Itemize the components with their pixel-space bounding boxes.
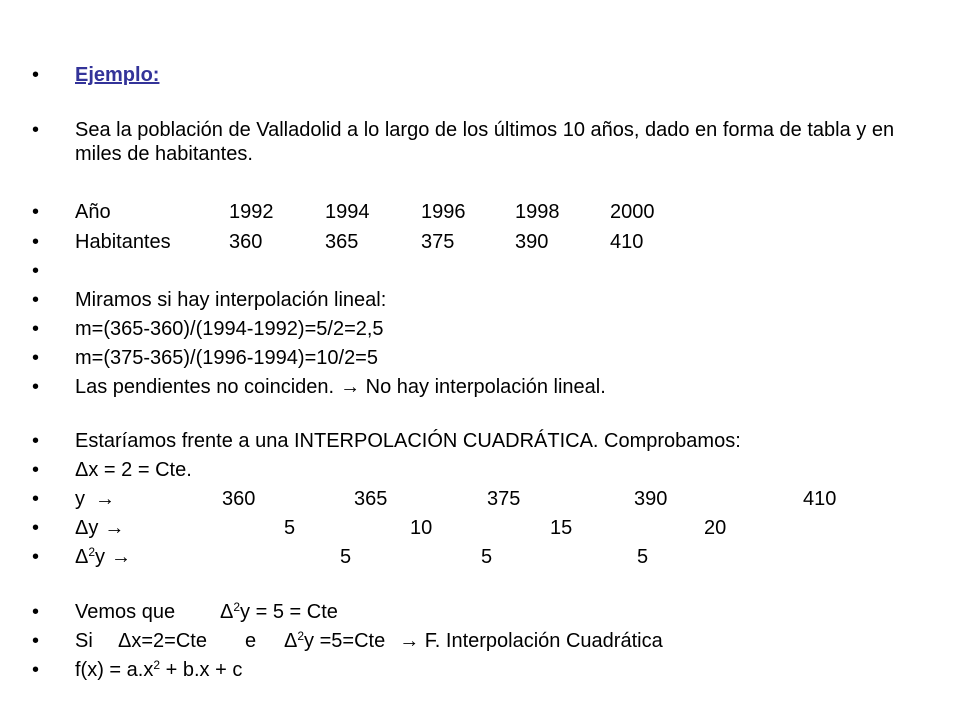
si-formula bbox=[284, 626, 663, 656]
bullet: • bbox=[32, 517, 40, 539]
empty-line bbox=[0, 256, 960, 286]
si-rest: y =5=Cte bbox=[304, 630, 386, 652]
bullet: • bbox=[32, 546, 40, 568]
d2y-row bbox=[0, 542, 960, 572]
check-lineal-text: Miramos si hay interpolación lineal: bbox=[75, 289, 387, 311]
bullet: • bbox=[32, 231, 40, 253]
vemos-line bbox=[0, 597, 960, 627]
fx-exponent: 2 bbox=[153, 658, 161, 672]
row-label-year: Año bbox=[75, 201, 111, 223]
bullet: • bbox=[32, 376, 40, 398]
y-value: 365 bbox=[354, 488, 388, 510]
y-row bbox=[0, 484, 960, 514]
vemos-a: Vemos que bbox=[75, 601, 176, 623]
dy-value: 10 bbox=[410, 517, 433, 539]
cuadratica-text: Estaríamos frente a una INTERPOLACIÓN CUADRÁTICA. Comprobamos: bbox=[75, 430, 741, 452]
arrow-right-icon: → bbox=[399, 630, 420, 652]
y-value: 390 bbox=[634, 488, 668, 510]
table-row-years bbox=[0, 197, 960, 227]
fx-b: + b.x + c bbox=[165, 659, 243, 681]
habitantes-cell: 360 bbox=[229, 231, 263, 253]
si-delta: Δ bbox=[284, 630, 298, 652]
bullet: • bbox=[32, 201, 40, 223]
year-cell: 1992 bbox=[229, 201, 274, 223]
dy-row bbox=[0, 513, 960, 543]
bullet: • bbox=[32, 459, 40, 481]
pendientes-a: Las pendientes no coinciden. bbox=[75, 376, 335, 398]
heading: Ejemplo: bbox=[75, 64, 160, 86]
fx-text bbox=[75, 655, 242, 685]
dy-value: 5 bbox=[284, 517, 296, 539]
dx-line bbox=[0, 455, 960, 485]
y-label bbox=[75, 484, 115, 514]
arrow-right-icon: → bbox=[95, 488, 115, 510]
arrow-right-icon: → bbox=[111, 546, 132, 568]
si-a: Si bbox=[75, 630, 93, 652]
d2y-exponent: 2 bbox=[88, 545, 96, 559]
arrow-right-icon: → bbox=[340, 376, 361, 398]
vemos-delta: Δ bbox=[220, 601, 234, 623]
heading-line bbox=[0, 60, 960, 90]
dy-label-text: Δy bbox=[75, 517, 99, 539]
d2y-value: 5 bbox=[481, 546, 493, 568]
habitantes-cell: 410 bbox=[610, 231, 644, 253]
d2y-delta: Δ bbox=[75, 546, 89, 568]
y-value: 360 bbox=[222, 488, 256, 510]
vemos-formula bbox=[220, 597, 338, 627]
bullet: • bbox=[32, 659, 40, 681]
si-b: Δx=2=Cte bbox=[118, 630, 207, 652]
habitantes-cell: 390 bbox=[515, 231, 549, 253]
intro-line bbox=[0, 115, 960, 167]
cuadratica-line bbox=[0, 426, 960, 456]
bullet: • bbox=[32, 347, 40, 369]
dx-text: Δx = 2 = Cte. bbox=[75, 459, 192, 481]
si-conclusion: F. Interpolación Cuadrática bbox=[424, 630, 663, 652]
dy-value: 15 bbox=[550, 517, 573, 539]
d2y-label bbox=[75, 542, 131, 572]
bullet: • bbox=[32, 260, 40, 282]
slope-2-text: m=(375-365)/(1996-1994)=10/2=5 bbox=[75, 347, 378, 369]
d2y-value: 5 bbox=[340, 546, 352, 568]
year-cell: 1994 bbox=[325, 201, 370, 223]
year-cell: 2000 bbox=[610, 201, 655, 223]
bullet: • bbox=[32, 488, 40, 510]
check-lineal-line bbox=[0, 285, 960, 315]
table-row-habitantes bbox=[0, 227, 960, 257]
y-value: 410 bbox=[803, 488, 837, 510]
vemos-exponent: 2 bbox=[233, 600, 241, 614]
row-label-habitantes: Habitantes bbox=[75, 231, 171, 253]
bullet: • bbox=[32, 601, 40, 623]
arrow-right-icon: → bbox=[104, 517, 125, 539]
dy-label bbox=[75, 513, 124, 543]
dy-value: 20 bbox=[704, 517, 727, 539]
y-label-text: y bbox=[75, 488, 85, 510]
intro-text: Sea la población de Valladolid a lo largo de los últimos 10 años, dado en forma de tabla y en miles de habitantes. bbox=[75, 119, 895, 165]
bullet: • bbox=[32, 289, 40, 311]
habitantes-cell: 375 bbox=[421, 231, 455, 253]
slope-1-line bbox=[0, 314, 960, 344]
fx-a: f(x) = a.x bbox=[75, 659, 154, 681]
y-value: 375 bbox=[487, 488, 521, 510]
fx-line bbox=[0, 655, 960, 685]
bullet: • bbox=[32, 630, 40, 652]
si-c: e bbox=[245, 630, 257, 652]
si-exponent: 2 bbox=[297, 629, 305, 643]
slope-1-text: m=(365-360)/(1994-1992)=5/2=2,5 bbox=[75, 318, 384, 340]
pendientes-b: No hay interpolación lineal. bbox=[365, 376, 606, 398]
bullet: • bbox=[32, 64, 40, 86]
bullet: • bbox=[32, 119, 40, 141]
pendientes-text bbox=[75, 372, 606, 402]
d2y-value: 5 bbox=[637, 546, 649, 568]
year-cell: 1996 bbox=[421, 201, 466, 223]
bullet: • bbox=[32, 430, 40, 452]
bullet: • bbox=[32, 318, 40, 340]
slope-2-line bbox=[0, 343, 960, 373]
pendientes-line bbox=[0, 372, 960, 402]
vemos-rest: y = 5 = Cte bbox=[240, 601, 338, 623]
habitantes-cell: 365 bbox=[325, 231, 359, 253]
si-line bbox=[0, 626, 960, 656]
year-cell: 1998 bbox=[515, 201, 560, 223]
d2y-y: y bbox=[95, 546, 106, 568]
